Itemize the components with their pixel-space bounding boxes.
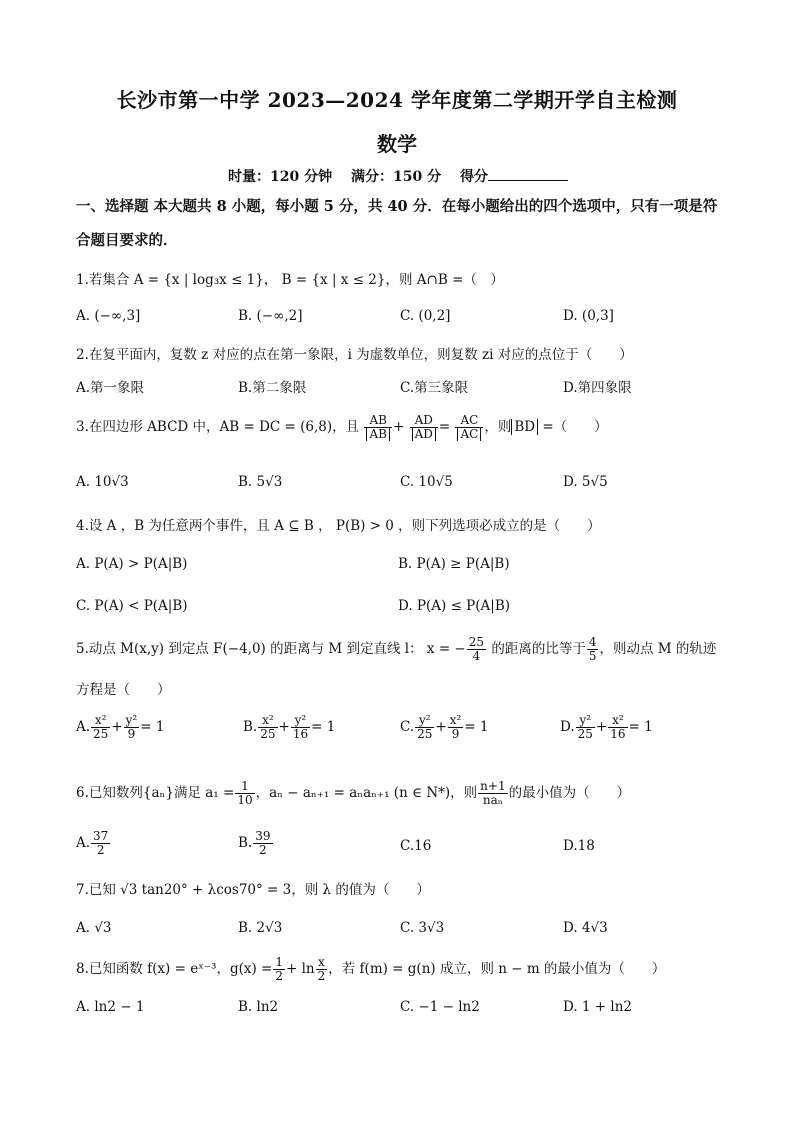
q8-fraction-half: $\frac{1}{2}$ (275, 955, 283, 983)
q8-option-c: C. −1 − ln2 (400, 999, 480, 1015)
question-7-stem: 7.已知 √3 tan20° + λcos70° = 3，则 λ 的值为（ ） (76, 882, 430, 898)
exam-title: 长沙市第一中学 2023—2024 学年度第二学期开学自主检测 (116, 88, 678, 112)
q2-option-d: D.第四象限 (563, 380, 632, 396)
question-2-stem: 2.在复平面内，复数 z 对应的点在第一象限，i 为虚数单位，则复数 zi 对应的点位于（ ） (76, 347, 633, 363)
exam-meta (228, 166, 568, 186)
q6-option-d: D.18 (563, 838, 595, 854)
q3-option-a: A. 10√3 (76, 474, 129, 490)
q3-option-b: B. 5√3 (238, 474, 283, 490)
full-score: 满分：150 分 (350, 169, 442, 185)
q1-option-d: D. (0,3] (563, 308, 614, 324)
q8-option-d: D. 1 + ln2 (563, 999, 633, 1015)
vector-equation: AB = DC = (6,8) (219, 419, 333, 435)
score-blank[interactable] (488, 168, 568, 181)
q6-option-c: C.16 (400, 838, 432, 854)
q4-option-a: A. P(A) > P(A|B) (76, 556, 188, 572)
q5-fraction-4-5: $\frac{4}{5}$ (588, 635, 597, 663)
q8-option-b: B. ln2 (238, 999, 279, 1015)
score-label: 得分 (459, 169, 488, 185)
q4-option-c: C. P(A) < P(A|B) (76, 598, 188, 614)
exam-subject: 数学 (377, 132, 417, 156)
q3-option-c: C. 10√5 (400, 474, 453, 490)
q3-option-d: D. 5√5 (563, 474, 608, 490)
q6-option-b: B. $\frac{39}{2}$ (238, 829, 271, 857)
question-8-stem: 8.已知函数 f(x) = eˣ⁻³，g(x) = $\frac{1}{2}$ + ln $\frac{x}{2}$ ，若 f(m) = g(n) 成立，则 n − m 的最小值为（ ） (76, 955, 666, 983)
q5-option-b: B. $\frac{\text{x²}}{25}$ + $\frac{\text{y²}}{16}$ = 1 (243, 713, 336, 741)
question-1-stem: 1.若集合 A = {x | log₃x ≤ 1}， B = {x | x ≤ 2}，则 A∩B =（ ） (76, 272, 504, 288)
q7-option-c: C. 3√3 (400, 920, 445, 936)
question-4-stem: 4.设 A ，B 为任意两个事件，且 A ⊆ B ， P(B) > 0 ，则下列选项必成立的是（ ） (76, 518, 601, 534)
q2-option-b: B.第二象限 (238, 380, 307, 396)
q8-option-a: A. ln2 − 1 (76, 999, 145, 1015)
q5-option-a: A. $\frac{\text{x²}}{25}$ + $\frac{\text{y²}}{9}$ = 1 (76, 713, 165, 741)
q7-option-a: A. √3 (76, 920, 112, 936)
vector-bd-length: BD (511, 419, 538, 435)
q8-fraction-x-half: $\frac{x}{2}$ (317, 955, 326, 983)
unit-vector-ad: $\frac{AD}{AD}$ (410, 414, 438, 441)
q5-fraction-25-4: $\frac{25}{4}$ (468, 635, 485, 663)
q7-option-d: D. 4√3 (563, 920, 608, 936)
q4-option-b: B. P(A) ≥ P(A|B) (398, 556, 510, 572)
q6-fraction-expr: $\frac{n+1}{\text{naₙ}}$ (480, 779, 506, 807)
q5-option-c: C. $\frac{\text{y²}}{25}$ + $\frac{\text{x²}}{9}$ = 1 (400, 713, 489, 741)
q1-option-a: A. (−∞,3] (76, 308, 141, 324)
q2-option-c: C.第三象限 (400, 380, 469, 396)
q4-option-d: D. P(A) ≤ P(A|B) (398, 598, 511, 614)
q2-option-a: A.第一象限 (76, 380, 145, 396)
question-6-stem: 6.已知数列{aₙ}满足 a₁ = $\frac{1}{10}$ ，aₙ − aₙ₊₁ = aₙaₙ₊₁ (n ∈ N*)，则 $\frac{n+1}{\text{naₙ}}$ 的最小值为（ ） (76, 779, 631, 807)
set-b: B = {x | x ≤ 2} (281, 272, 386, 288)
unit-vector-ab: $\frac{AB}{AB}$ (364, 414, 391, 441)
q6-option-a: A. $\frac{37}{2}$ (76, 829, 109, 857)
q6-fraction-a1: $\frac{1}{10}$ (237, 779, 253, 807)
time-limit: 时量：120 分钟 (228, 169, 333, 185)
q1-option-b: B. (−∞,2] (238, 308, 303, 324)
set-a: A = {x | log₃x ≤ 1} (133, 272, 264, 288)
q7-option-b: B. 2√3 (238, 920, 283, 936)
q1-option-c: C. (0,2] (400, 308, 451, 324)
section-heading: 一、选择题 本大题共 8 小题，每小题 5 分，共 40 分．在每小题给出的四个选项中，只有一项是符合题目要求的． (76, 198, 718, 249)
question-5-stem: 5.动点 M(x,y) 到定点 F(−4,0) 的距离与 M 到定直线 l： x = − $\frac{25}{4}$ 的距离的比等于 $\frac{4}{5}$ ，则动点 M 的轨迹 (76, 635, 717, 663)
question-5-stem-cont: 方程是（ ） (76, 682, 171, 698)
unit-vector-ac: $\frac{AC}{AC}$ (455, 414, 483, 441)
question-3-stem: 3.在四边形 ABCD 中，AB = DC = (6,8)，且 $\frac{AB}{AB}$ + $\frac{AD}{AD}$ = $\frac{AC}{AC}$ ，则 BD =（ ） (76, 413, 608, 441)
q5-option-d: D. $\frac{\text{y²}}{25}$ + $\frac{\text{x²}}{16}$ = 1 (560, 713, 653, 741)
